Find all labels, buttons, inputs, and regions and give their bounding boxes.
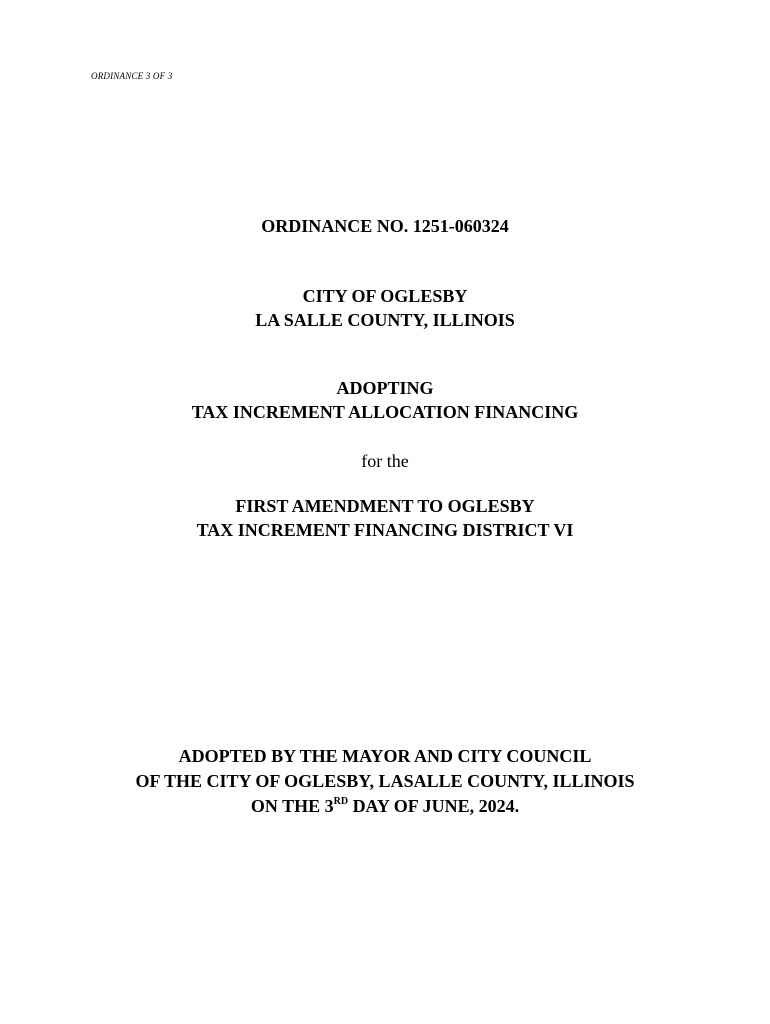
adopting-subject: TAX INCREMENT ALLOCATION FINANCING xyxy=(191,402,579,422)
adoption-date-suffix: DAY OF JUNE, 2024. xyxy=(348,796,520,816)
ordinance-number: ORDINANCE NO. 1251-060324 xyxy=(261,216,509,236)
district-name: TAX INCREMENT FINANCING DISTRICT VI xyxy=(196,520,574,540)
adopting-heading: ADOPTING xyxy=(336,378,434,398)
adoption-date-ordinal: RD xyxy=(333,796,349,807)
adopting-block xyxy=(0,376,770,424)
for-the-text: for the xyxy=(361,451,409,471)
county-name: LA SALLE COUNTY, ILLINOIS xyxy=(255,310,515,330)
adoption-line-2: OF THE CITY OF OGLESBY, LASALLE COUNTY, ILLINOIS xyxy=(135,771,635,791)
city-name: CITY OF OGLESBY xyxy=(302,286,468,306)
city-block xyxy=(0,284,770,332)
adoption-line-3 xyxy=(0,794,770,819)
header-note: ORDINANCE 3 OF 3 xyxy=(91,71,173,81)
amendment-block xyxy=(0,494,770,542)
amendment-title: FIRST AMENDMENT TO OGLESBY xyxy=(235,496,535,516)
adoption-statement xyxy=(0,744,770,819)
adoption-line-1: ADOPTED BY THE MAYOR AND CITY COUNCIL xyxy=(178,746,592,766)
adoption-date-prefix: ON THE 3 xyxy=(250,796,334,816)
